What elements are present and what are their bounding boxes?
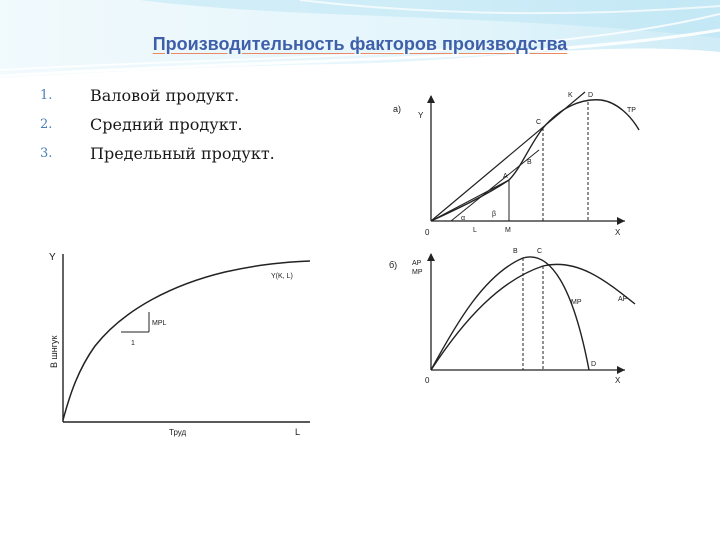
tangent-a xyxy=(431,180,509,221)
panel-a-y-arrow xyxy=(427,95,435,103)
production-function-figure xyxy=(25,226,343,462)
curve-label: Y(K, L) xyxy=(271,273,293,280)
point-d-lower-label: D xyxy=(591,361,597,368)
panel-a-x-label: X xyxy=(615,228,621,237)
panel-a-origin: 0 xyxy=(425,228,430,237)
panel-a-x-arrow xyxy=(617,217,625,225)
point-b-label: B xyxy=(527,159,532,166)
ray-k xyxy=(431,92,585,221)
panel-b-y-arrow xyxy=(427,253,435,261)
list-item-text: Валовой продукт. xyxy=(90,86,240,105)
y-axis-side-label: В шнгук xyxy=(49,335,59,368)
production-curve xyxy=(63,261,310,420)
tp-ap-mp-figure xyxy=(385,86,660,388)
angle-beta-label: β xyxy=(492,211,497,218)
list-item-number: 1. xyxy=(40,88,53,103)
point-a-label: A xyxy=(503,173,508,180)
list-item-number: 2. xyxy=(40,117,53,132)
panel-a-tag: а) xyxy=(393,104,402,114)
panel-b-tag: б) xyxy=(389,260,398,270)
y-axis-label: Y xyxy=(49,252,56,263)
point-d-label: D xyxy=(588,92,594,99)
x-axis-label: Труд xyxy=(169,428,187,437)
step-label: 1 xyxy=(131,340,135,347)
panel-b-y-label-ap: AP xyxy=(412,260,422,267)
slide-title: Производительность факторов производства xyxy=(152,34,568,54)
panel-b-x-label: X xyxy=(615,376,621,385)
point-c-lower-label: C xyxy=(537,248,543,255)
list-item-text: Предельный продукт. xyxy=(90,144,275,163)
x-point-m-label: M xyxy=(505,227,511,234)
panel-b-origin: 0 xyxy=(425,376,430,385)
ray-label: K xyxy=(568,92,573,99)
panel-b-x-arrow xyxy=(617,366,625,374)
total-product-curve xyxy=(431,100,639,221)
point-c-label: C xyxy=(536,119,542,126)
slope-label: MPL xyxy=(152,320,167,327)
point-b-lower-label: B xyxy=(513,248,518,255)
panel-b-y-label-mp: MP xyxy=(412,269,423,276)
panel-a-y-label: Y xyxy=(418,111,424,120)
list-item-number: 3. xyxy=(40,146,53,161)
x-point-l-label: L xyxy=(473,227,477,234)
angle-alpha-label: α xyxy=(461,215,466,222)
list-item-text: Средний продукт. xyxy=(90,115,243,134)
curve-ap-label: AP xyxy=(618,296,628,303)
marginal-product-curve xyxy=(431,257,589,370)
curve-tp-label: TP xyxy=(627,107,636,114)
x-axis-end-label: L xyxy=(295,427,301,437)
curve-mp-label: MP xyxy=(571,299,582,306)
